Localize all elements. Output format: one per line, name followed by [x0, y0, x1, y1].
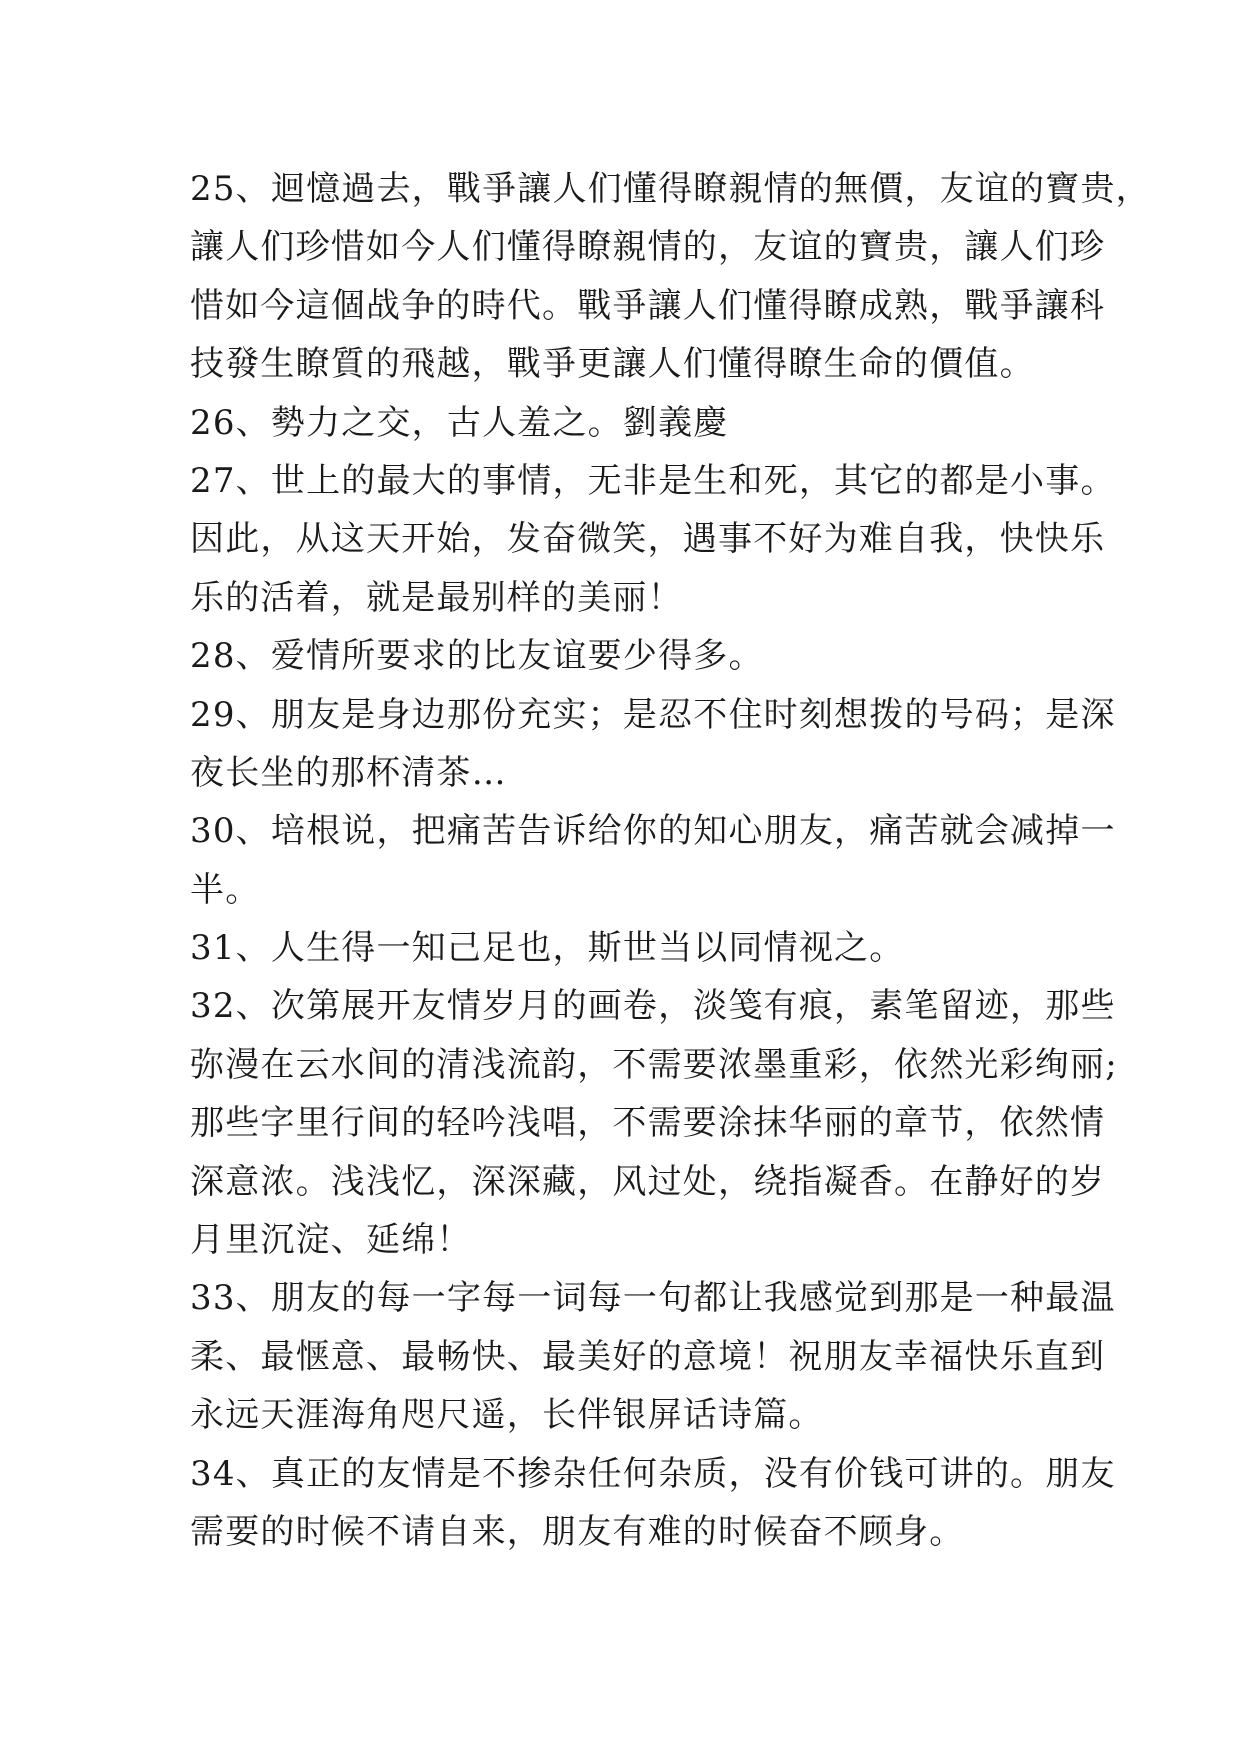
text-line: 月里沉淀、延绵！ [190, 1220, 472, 1261]
text-line: 25、迴憶過去，戰爭讓人们懂得瞭親情的無價，友谊的寶贵， [190, 169, 1151, 209]
text-line: 讓人们珍惜如今人们懂得瞭親情的，友谊的寶贵，讓人们珍 [190, 227, 1106, 268]
text-line: 半。 [190, 869, 261, 910]
text-line: 29、朋友是身边那份充实；是忍不住时刻想拨的号码；是深 [190, 694, 1116, 735]
text-line: 那些字里行间的轻吟浅唱，不需要涂抹华丽的章节，依然情 [190, 1103, 1106, 1144]
text-line: 因此，从这天开始，发奋微笑，遇事不好为难自我，快快乐 [190, 519, 1106, 560]
text-line: 30、培根说，把痛苦告诉给你的知心朋友，痛苦就会减掉一 [190, 811, 1116, 852]
text-line: 28、爱情所要求的比友谊要少得多。 [190, 636, 764, 677]
text-line: 永远天涯海角咫尺遥，长伴银屏话诗篇。 [190, 1395, 824, 1436]
text-line: 27、世上的最大的事情，无非是生和死，其它的都是小事。 [190, 460, 1116, 501]
document-body [190, 160, 1151, 1561]
text-line: 34、真正的友情是不掺杂任何杂质，没有价钱可讲的。朋友 [190, 1453, 1116, 1494]
text-line: 需要的时候不请自来，朋友有难的时候奋不顾身。 [190, 1511, 965, 1552]
text-line: 柔、最惬意、最畅快、最美好的意境！祝朋友幸福快乐直到 [190, 1336, 1106, 1377]
text-line: 33、朋友的每一字每一词每一句都让我感觉到那是一种最温 [190, 1278, 1116, 1319]
text-line: 32、次第展开友情岁月的画卷，淡笺有痕，素笔留迹，那些 [190, 986, 1116, 1027]
text-line: 深意浓。浅浅忆，深深藏，风过处，绕指凝香。在静好的岁 [190, 1161, 1106, 1202]
text-line: 31、人生得一知己足也，斯世当以同情视之。 [190, 928, 905, 969]
text-line: 乐的活着，就是最别样的美丽！ [190, 577, 683, 618]
text-line: 技發生瞭質的飛越，戰爭更讓人们懂得瞭生命的價值。 [190, 344, 1035, 385]
text-line: 夜长坐的那杯清茶… [190, 752, 507, 793]
text-line: 26、勢力之交，古人羞之。劉義慶 [190, 402, 729, 443]
text-line: 惜如今這個战争的時代。戰爭讓人们懂得瞭成熟，戰爭讓科 [190, 285, 1106, 326]
text-line: 弥漫在云水间的清浅流韵，不需要浓墨重彩，依然光彩绚丽; [190, 1044, 1118, 1085]
